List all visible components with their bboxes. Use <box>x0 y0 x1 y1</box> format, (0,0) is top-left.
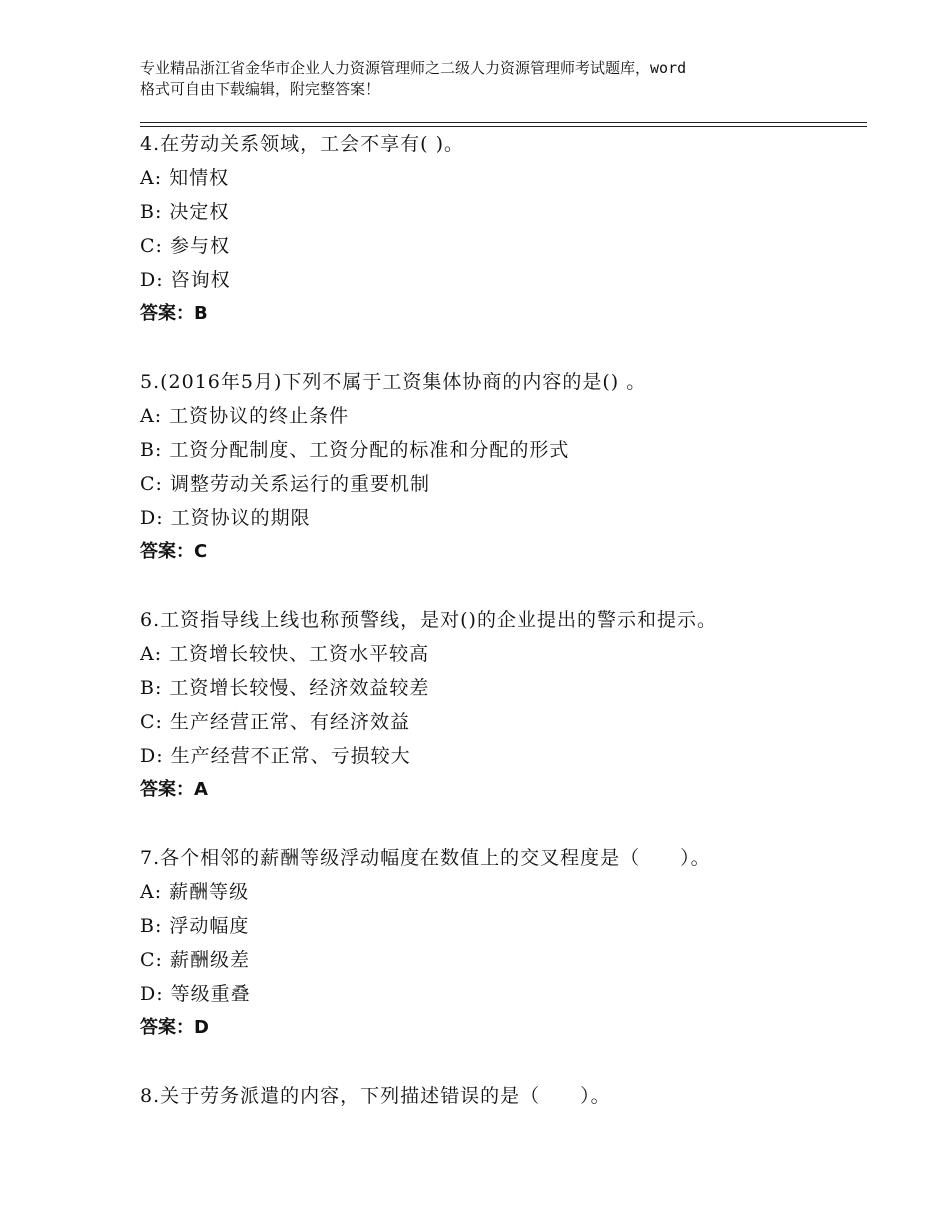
question-5 <box>140 365 867 603</box>
question-list <box>140 127 867 1113</box>
option-b: B: 工资增长较慢、经济效益较差 <box>140 677 430 699</box>
option-a: A: 薪酬等级 <box>140 881 250 903</box>
header-line-2: 格式可自由下载编辑，附完整答案！ <box>140 80 381 98</box>
option-a: A: 工资协议的终止条件 <box>140 405 350 427</box>
document-header <box>140 58 840 100</box>
option-b: B: 决定权 <box>140 201 230 223</box>
answer-label: 答案：A <box>140 779 208 800</box>
option-c: C: 调整劳动关系运行的重要机制 <box>140 473 430 495</box>
answer-label: 答案：C <box>140 541 208 562</box>
question-7 <box>140 841 867 1079</box>
option-c: C: 生产经营正常、有经济效益 <box>140 711 410 733</box>
question-spacer <box>140 1045 867 1079</box>
option-d: D: 工资协议的期限 <box>140 507 311 529</box>
option-b: B: 浮动幅度 <box>140 915 250 937</box>
option-a: A: 工资增长较快、工资水平较高 <box>140 643 430 665</box>
question-spacer <box>140 331 867 365</box>
option-d: D: 咨询权 <box>140 269 231 291</box>
option-c: C: 薪酬级差 <box>140 949 250 971</box>
option-d: D: 等级重叠 <box>140 983 251 1005</box>
question-spacer <box>140 569 867 603</box>
option-d: D: 生产经营不正常、亏损较大 <box>140 745 411 767</box>
option-a: A: 知情权 <box>140 167 230 189</box>
question-stem: 6.工资指导线上线也称预警线，是对()的企业提出的警示和提示。 <box>140 609 717 631</box>
question-stem: 5.(2016年5月)下列不属于工资集体协商的内容的是() 。 <box>140 371 647 393</box>
question-8 <box>140 1079 867 1113</box>
header-line-1: 专业精品浙江省金华市企业人力资源管理师之二级人力资源管理师考试题库，word <box>140 59 687 77</box>
option-b: B: 工资分配制度、工资分配的标准和分配的形式 <box>140 439 570 461</box>
question-stem: 7.各个相邻的薪酬等级浮动幅度在数值上的交叉程度是（ ）。 <box>140 847 711 869</box>
question-4 <box>140 127 867 365</box>
question-6 <box>140 603 867 841</box>
option-c: C: 参与权 <box>140 235 230 257</box>
answer-label: 答案：D <box>140 1017 209 1038</box>
question-stem: 8.关于劳务派遣的内容，下列描述错误的是（ ）。 <box>140 1085 611 1107</box>
question-stem: 4.在劳动关系领域，工会不享有( )。 <box>140 133 464 155</box>
header-divider-top <box>140 122 867 123</box>
answer-label: 答案：B <box>140 303 208 324</box>
question-spacer <box>140 807 867 841</box>
